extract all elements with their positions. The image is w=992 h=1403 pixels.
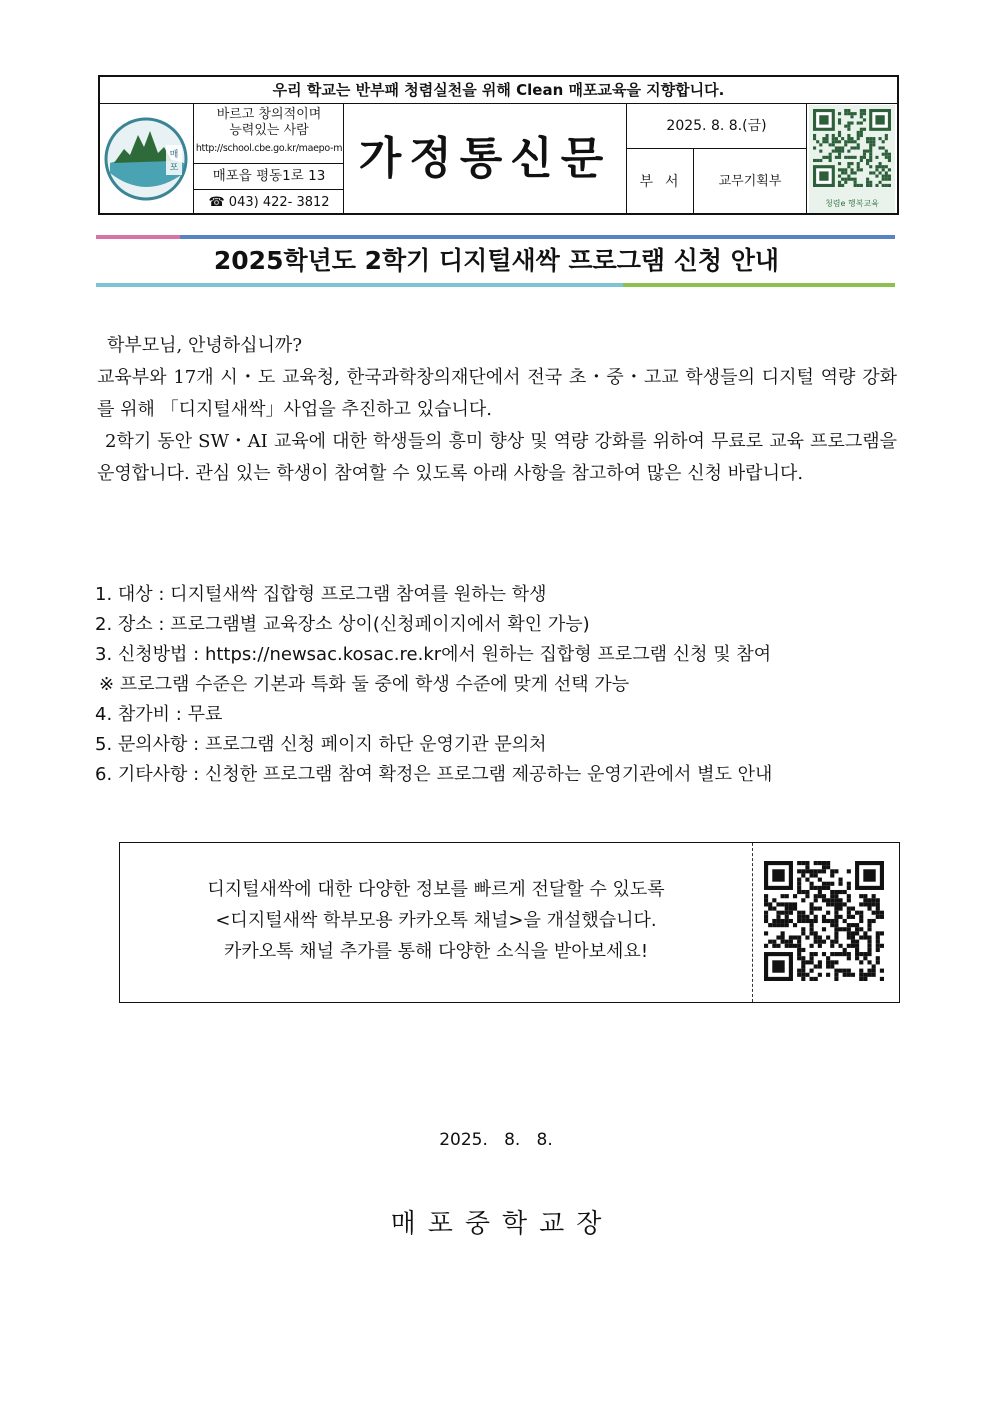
detail-list [95,580,905,790]
phone-number: 043) 422- 3812 [228,195,330,210]
motto-line-2: 능력있는 사람 [229,123,309,138]
list-item: 3. 신청방법 : https://newsac.kosac.re.kr에서 원하는 집합형 프로그램 신청 및 참여 [95,644,772,665]
school-logo [100,103,194,215]
bar-bottom-cyan [96,283,623,287]
school-address: 매포읍 평동1로 13 [194,164,344,190]
bar-bottom-green [623,283,895,287]
headline: 2025학년도 2학기 디지털새싹 프로그램 신청 안내 [213,246,780,275]
bar-top-pink [96,235,180,239]
dept-name: 교무기획부 [694,149,807,215]
intro-paragraph-1: 교육부와 17개 시・도 교육청, 한국과학창의재단에서 전국 초・중・고교 학생들의 디지털 역량 강화를 위해 「디지털새싹」사업을 추진하고 있습니다. [97,367,897,420]
page-title: 가정통신문 [358,133,612,184]
issue-date: 2025. 8. 8.(금) [627,103,807,149]
phone-icon: ☎ [208,195,225,210]
school-logo-cell [100,103,194,215]
logo-char-1: 매 [169,150,179,160]
intro-paragraph-2: 2학기 동안 SW・AI 교육에 대한 학생들의 흥미 향상 및 역량 강화를 위하여 무료로 교육 프로그램을 운영합니다. 관심 있는 학생이 참여할 수 있도록 아래 사항을 참고하여 많은 신청 바랍니다. [97,431,897,484]
dept-label: 부서 [627,149,694,215]
footer-date: 2025. 8. 8. [439,1130,553,1150]
list-item: 4. 참가비 : 무료 [95,704,223,725]
school-phone [194,190,344,215]
kakao-notice-text [120,843,753,1002]
motto-line-1: 바르고 창의적이며 [216,107,322,122]
notice-line-3: 카카오톡 채널 추가를 통해 다양한 소식을 받아보세요! [223,941,649,962]
list-item: ※ 프로그램 수준은 기본과 특화 둘 중에 학생 수준에 맞게 선택 가능 [99,674,630,695]
logo-char-2: 포 [169,163,179,173]
motto [194,103,344,164]
list-item: 5. 문의사항 : 프로그램 신청 페이지 하단 운영기관 문의처 [95,734,547,755]
bar-top-blue [180,235,895,239]
motto-cell [194,103,344,215]
kakao-qr-code-icon[interactable] [764,861,884,981]
kakao-notice-box [119,842,900,1003]
notice-line-1: 디지털새싹에 대한 다양한 정보를 빠르게 전달할 수 있도록 [207,879,665,900]
notice-line-2: <디지털새싹 학부모용 카카오톡 채널>을 개설했습니다. [215,910,657,931]
list-item: 2. 장소 : 프로그램별 교육장소 상이(신청페이지에서 확인 가능) [95,614,590,635]
title-cell [344,103,627,215]
integrity-qr-cell [807,103,897,215]
greeting: 학부모님, 안녕하십니까? [107,335,302,356]
list-item: 6. 기타사항 : 신청한 프로그램 참여 확정은 프로그램 제공하는 운영기관에서 별도 안내 [95,764,773,785]
slogan: 우리 학교는 반부패 청렴실천을 위해 Clean 매포교육을 지향합니다. [100,77,897,104]
school-principal: 매포중학교장 [390,1209,614,1239]
homepage-link[interactable]: http://school.cbe.go.kr/maepo-m [195,143,343,154]
qr-caption: 청렴e 행복교육 [825,199,879,208]
header-table [98,75,899,215]
list-item: 1. 대상 : 디지털새싹 집합형 프로그램 참여를 원하는 학생 [95,584,547,605]
